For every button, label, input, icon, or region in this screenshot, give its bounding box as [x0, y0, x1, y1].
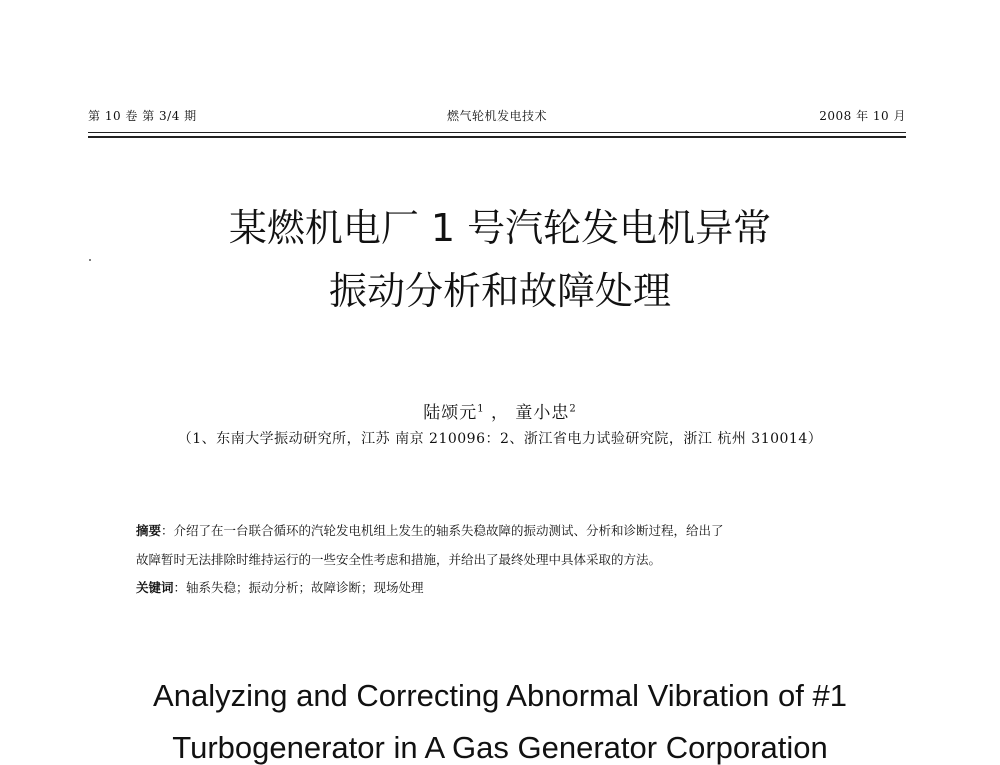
- title-en-line2: Turbogenerator in A Gas Generator Corporation: [172, 730, 828, 765]
- running-header: [88, 103, 906, 125]
- author-name: 陆颂元: [423, 403, 478, 423]
- header-rule-thick: [88, 136, 906, 138]
- abstract-line: 摘要：介绍了在一台联合循环的汽轮发电机组上发生的轴系失稳故障的振动测试、分析和诊断过程，给出了: [136, 523, 724, 538]
- issue-date: 2008 年 10 月: [819, 109, 906, 123]
- affiliations: （1、东南大学振动研究所，江苏 南京 210096：2、浙江省电力试验研究院，浙江 杭州 310014）: [177, 431, 823, 447]
- abstract-text: 介绍了在一台联合循环的汽轮发电机组上发生的轴系失稳故障的振动测试、分析和诊断过程，给出了: [173, 523, 724, 538]
- journal-name: 燃气轮机发电技术: [446, 109, 547, 123]
- keywords-label: 关键词: [136, 580, 174, 595]
- abstract-label: 摘要: [136, 523, 162, 538]
- keywords-line: 关键词：轴系失稳；振动分析；故障诊断；现场处理: [136, 580, 424, 595]
- author-separator: ，: [491, 403, 509, 423]
- scan-artifact-dot: [89, 259, 91, 261]
- affiliation-mark: 2: [569, 403, 577, 415]
- authors: [0, 398, 1000, 423]
- title-en-line1: Analyzing and Correcting Abnormal Vibration of #1: [153, 678, 847, 713]
- title-cn-line1: 某燃机电厂 1 号汽轮发电机异常: [228, 206, 772, 250]
- header-rule-thin: [88, 132, 906, 133]
- affiliation-mark: 1: [477, 403, 485, 415]
- keywords-text: 轴系失稳；振动分析；故障诊断；现场处理: [186, 580, 424, 595]
- volume-issue: 第 10 卷 第 3/4 期: [88, 109, 197, 123]
- author-name: 童小忠: [515, 403, 570, 423]
- title-cn-line2: 振动分析和故障处理: [328, 269, 671, 313]
- abstract-line: 故障暂时无法排除时维持运行的一些安全性考虑和措施，并给出了最终处理中具体采取的方法。: [136, 552, 662, 567]
